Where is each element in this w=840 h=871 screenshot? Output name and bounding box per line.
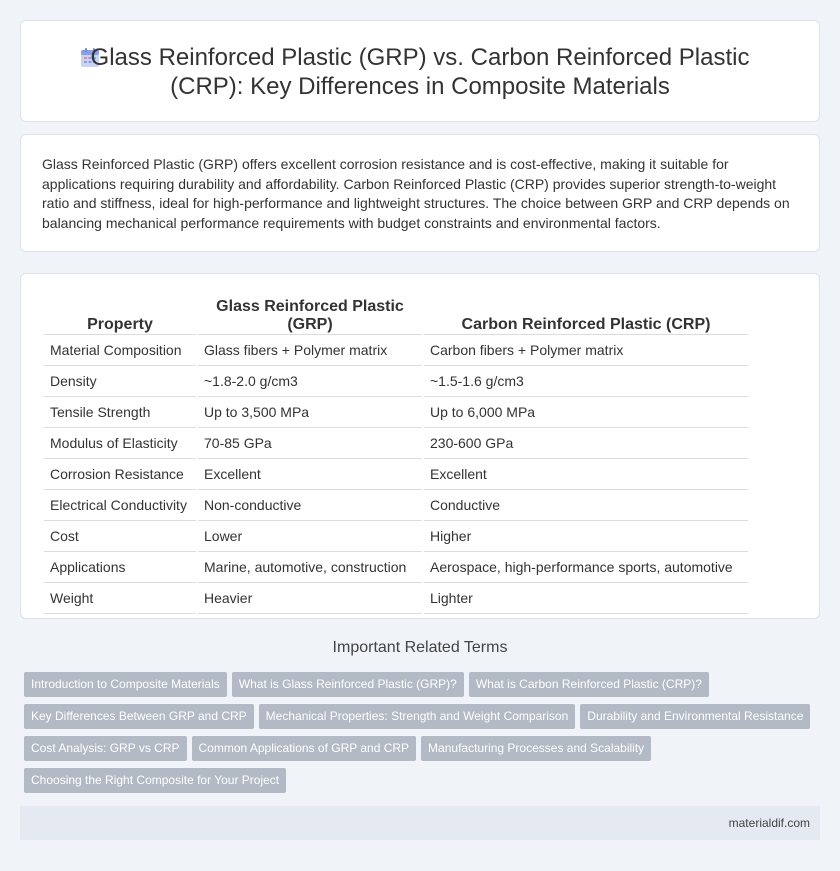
table-cell: Carbon fibers + Polymer matrix: [424, 335, 748, 366]
table-cell: Corrosion Resistance: [44, 459, 196, 490]
related-term-tag[interactable]: Introduction to Composite Materials: [24, 672, 227, 697]
related-term-tag[interactable]: Manufacturing Processes and Scalability: [421, 736, 651, 761]
table-cell: Excellent: [198, 459, 422, 490]
page-title: Glass Reinforced Plastic (GRP) vs. Carbon Reinforced Plastic (CRP): Key Differences in Composite Materials: [90, 44, 750, 100]
tag-row: [24, 704, 820, 736]
header-card: [20, 20, 820, 122]
table-row: [44, 459, 748, 490]
table-cell: Density: [44, 366, 196, 397]
table-cell: 230-600 GPa: [424, 428, 748, 459]
table-cell: 70-85 GPa: [198, 428, 422, 459]
header-crp: Carbon Reinforced Plastic (CRP): [424, 296, 748, 335]
related-terms-list: [24, 672, 820, 800]
table-cell: Weight: [44, 583, 196, 614]
table-row: [44, 552, 748, 583]
comparison-table-card: [20, 273, 820, 619]
tag-row: [24, 672, 820, 704]
table-row: [44, 397, 748, 428]
intro-card: [20, 134, 820, 252]
related-term-tag[interactable]: What is Carbon Reinforced Plastic (CRP)?: [469, 672, 709, 697]
table-row: [44, 583, 748, 614]
header-property: Property: [44, 296, 196, 335]
table-row: [44, 335, 748, 366]
table-cell: Marine, automotive, construction: [198, 552, 422, 583]
related-terms-title: Important Related Terms: [332, 639, 508, 656]
table-row: [44, 521, 748, 552]
table-cell: Modulus of Elasticity: [44, 428, 196, 459]
table-cell: Up to 3,500 MPa: [198, 397, 422, 428]
table-cell: Higher: [424, 521, 748, 552]
table-cell: Lighter: [424, 583, 748, 614]
header-grp: Glass Reinforced Plastic (GRP): [198, 296, 422, 335]
table-row: [44, 428, 748, 459]
comparison-table: [42, 296, 750, 614]
table-cell: Non-conductive: [198, 490, 422, 521]
table-row: [44, 490, 748, 521]
tag-row: [24, 736, 820, 768]
related-term-tag[interactable]: Mechanical Properties: Strength and Weight Comparison: [259, 704, 576, 729]
related-term-tag[interactable]: Durability and Environmental Resistance: [580, 704, 810, 729]
footer: [20, 806, 820, 840]
table-cell: Tensile Strength: [44, 397, 196, 428]
table-cell: Electrical Conductivity: [44, 490, 196, 521]
table-row: [44, 366, 748, 397]
table-cell: Heavier: [198, 583, 422, 614]
table-cell: Cost: [44, 521, 196, 552]
related-term-tag[interactable]: Choosing the Right Composite for Your Project: [24, 768, 286, 793]
table-cell: Material Composition: [44, 335, 196, 366]
related-term-tag[interactable]: Key Differences Between GRP and CRP: [24, 704, 254, 729]
related-term-tag[interactable]: Cost Analysis: GRP vs CRP: [24, 736, 187, 761]
table-cell: Applications: [44, 552, 196, 583]
table-cell: Lower: [198, 521, 422, 552]
footer-site: materialdif.com: [728, 816, 810, 830]
table-cell: Aerospace, high-performance sports, automotive: [424, 552, 748, 583]
table-header-row: [44, 296, 748, 335]
table-cell: Conductive: [424, 490, 748, 521]
table-cell: Up to 6,000 MPa: [424, 397, 748, 428]
tag-row: [24, 768, 820, 800]
related-term-tag[interactable]: Common Applications of GRP and CRP: [192, 736, 417, 761]
related-term-tag[interactable]: What is Glass Reinforced Plastic (GRP)?: [232, 672, 464, 697]
table-cell: Glass fibers + Polymer matrix: [198, 335, 422, 366]
table-cell: ~1.5-1.6 g/cm3: [424, 366, 748, 397]
intro-paragraph: Glass Reinforced Plastic (GRP) offers excellent corrosion resistance and is cost-effective, making it suitable for applications requiring durability and affordability. Carbon Reinforced Plastic (CRP) provides superior strength-to-weight ratio and stiffness, ideal for high-performance and lightweight structures. The choice between GRP and CRP depends on balancing mechanical performance requirements with budget constraints and environmental factors.: [42, 156, 790, 231]
table-cell: ~1.8-2.0 g/cm3: [198, 366, 422, 397]
table-cell: Excellent: [424, 459, 748, 490]
